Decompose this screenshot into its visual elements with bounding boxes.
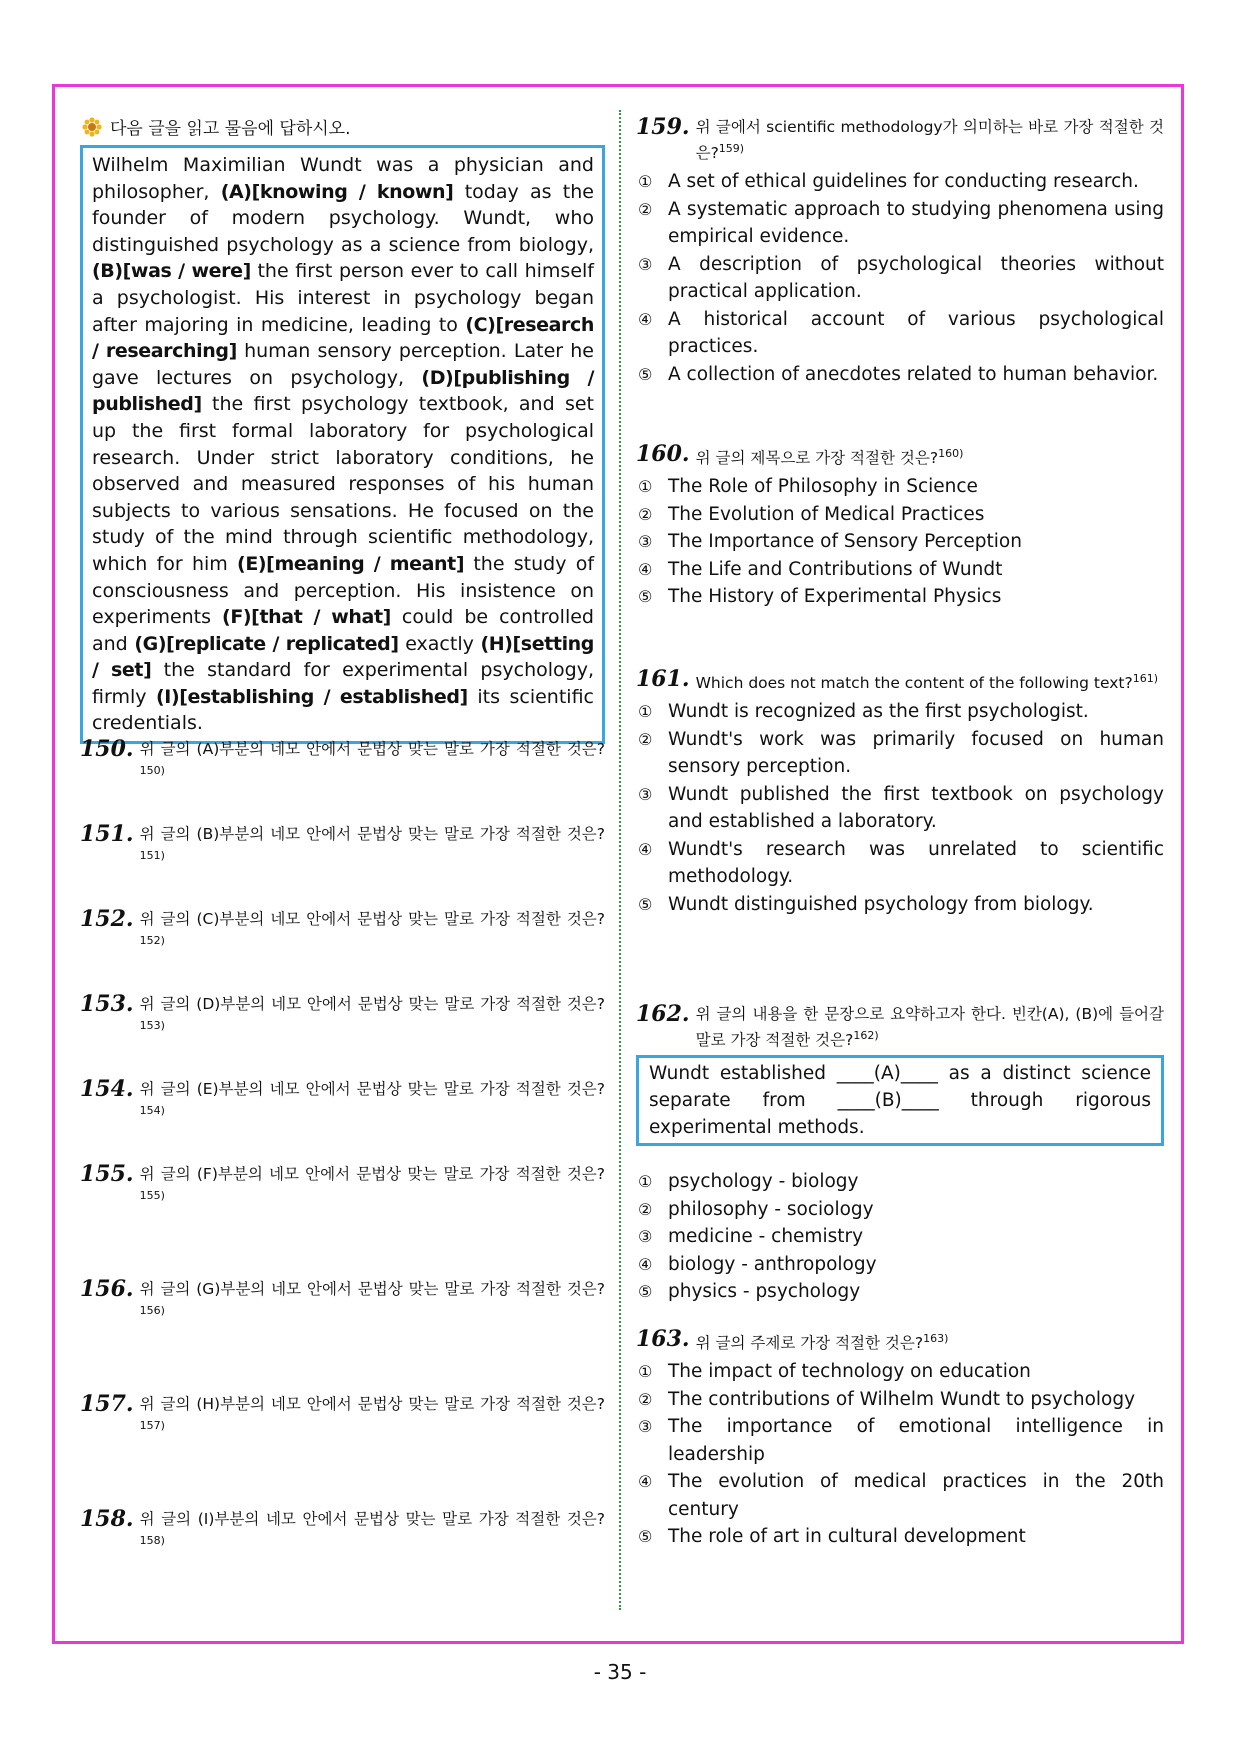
sun-icon — [82, 117, 102, 137]
option-text: The contributions of Wilhelm Wundt to psychology — [668, 1388, 1136, 1410]
question-text: Which does not match the content of the following text? — [695, 674, 1133, 693]
question-number: 158. — [80, 1506, 134, 1532]
question-text: 위 글의 제목으로 가장 적절한 것은? — [695, 449, 939, 468]
option[interactable] — [636, 196, 1164, 251]
passage-text: exactly — [398, 632, 481, 655]
question-text: 위 글의 (A)부분의 네모 안에서 문법상 맞는 말로 가장 적절한 것은? — [139, 740, 605, 758]
choice-d: (D)[publishing / published] — [92, 366, 594, 416]
question-159 — [636, 116, 1164, 388]
option-marker: ③ — [638, 254, 653, 274]
option[interactable] — [636, 1523, 1164, 1551]
option[interactable] — [636, 836, 1164, 891]
question-155 — [80, 1163, 605, 1211]
reading-passage — [80, 145, 605, 744]
option-marker: ③ — [638, 1227, 653, 1247]
question-text: 위 글에서 scientific methodology가 의미하는 바로 가장 적절한 것은? — [695, 118, 1164, 163]
option-text: A systematic approach to studying phenomena using empirical evidence. — [668, 198, 1164, 248]
question-number: 162. — [636, 1001, 690, 1027]
option[interactable] — [636, 891, 1164, 919]
option-text: A historical account of various psychological practices. — [668, 308, 1164, 358]
question-number: 154. — [80, 1076, 134, 1102]
passage-text: human sensory perception. Later he gave lectures on psychology, — [92, 340, 595, 389]
option-text: psychology - biology — [668, 1171, 859, 1193]
option-text: The importance of emotional intelligence in leadership — [668, 1416, 1164, 1465]
option[interactable] — [636, 556, 1164, 584]
option-text: medicine - chemistry — [668, 1226, 864, 1248]
option-text: The evolution of medical practices in the 20th century — [668, 1471, 1164, 1520]
footnote-ref: 159) — [718, 142, 745, 155]
question-160 — [636, 443, 1164, 611]
question-number: 152. — [80, 906, 134, 932]
question-156 — [80, 1278, 605, 1326]
passage-text: today as the founder of modern psychology. Wundt, who distinguished psychology as a science from biology, — [92, 180, 594, 256]
option[interactable] — [636, 306, 1164, 361]
option-list — [636, 698, 1164, 918]
passage-text: Wilhelm Maximilian Wundt was a physician and philosopher, — [92, 154, 594, 203]
option-marker: ⑤ — [638, 1527, 653, 1547]
option[interactable] — [636, 473, 1164, 501]
question-number: 155. — [80, 1161, 134, 1187]
question-number: 150. — [80, 736, 134, 762]
instruction — [82, 114, 605, 139]
page-number: - 35 - — [593, 1660, 647, 1684]
option[interactable] — [636, 1168, 1164, 1196]
passage-text: its scientific credentials. — [92, 685, 594, 735]
choice-b: (B)[was / were] — [92, 260, 251, 283]
option-marker: ③ — [638, 1417, 653, 1437]
question-152 — [80, 908, 605, 956]
option-text: Wundt is recognized as the first psychologist. — [668, 701, 1089, 723]
instruction-text: 다음 글을 읽고 물음에 답하시오. — [110, 119, 351, 139]
left-column — [80, 108, 605, 1547]
option-marker: ⑤ — [638, 894, 653, 914]
question-number: 157. — [80, 1391, 134, 1417]
passage-text: could be controlled and — [92, 606, 594, 655]
option[interactable] — [636, 501, 1164, 529]
option-list — [636, 1358, 1164, 1551]
question-text: 위 글의 내용을 한 문장으로 요약하고자 한다. 빈칸(A), (B)에 들어갈 말로 가장 적절한 것은? — [695, 1005, 1164, 1050]
question-154 — [80, 1078, 605, 1126]
question-150 — [80, 738, 605, 786]
option-text: Wundt's research was unrelated to scientific methodology. — [668, 838, 1164, 888]
option-marker: ② — [638, 199, 653, 219]
option[interactable] — [636, 781, 1164, 836]
option-text: Wundt's work was primarily focused on human sensory perception. — [668, 728, 1164, 778]
option[interactable] — [636, 1386, 1164, 1414]
question-162 — [636, 1003, 1164, 1306]
question-number: 161. — [636, 666, 690, 692]
question-158 — [80, 1508, 605, 1556]
option-text: philosophy - sociology — [668, 1198, 874, 1220]
option-text: The Importance of Sensory Perception — [668, 531, 1022, 553]
option-marker: ② — [638, 1389, 653, 1409]
choice-a: (A)[knowing / known] — [220, 180, 454, 203]
option-marker: ④ — [638, 309, 653, 329]
option-text: A description of psychological theories without practical application. — [668, 253, 1164, 303]
option-text: physics - psychology — [668, 1281, 861, 1303]
option[interactable] — [636, 168, 1164, 196]
footnote-ref: 160) — [938, 447, 964, 460]
question-151 — [80, 823, 605, 871]
footnote-ref: 155) — [139, 1189, 165, 1202]
option[interactable] — [636, 1358, 1164, 1386]
option-marker: ① — [638, 1362, 653, 1382]
option-marker: ④ — [638, 559, 653, 579]
option[interactable] — [636, 528, 1164, 556]
passage-text: the first psychology textbook, and set up the first formal laboratory for psychological research. Under strict laboratory conditions, he observed and measured responses of his human subjects to various sensations. He focused on the study of the mind through scientific methodology, which for him — [92, 393, 594, 575]
choice-f: (F)[that / what] — [222, 606, 391, 629]
passage-text: the study of consciousness and perception. His insistence on experiments — [92, 552, 595, 629]
option[interactable] — [636, 698, 1164, 726]
option[interactable] — [636, 726, 1164, 781]
option[interactable] — [636, 251, 1164, 306]
option-marker: ⑤ — [638, 364, 653, 384]
footnote-ref: 163) — [923, 1332, 949, 1345]
option-marker: ② — [638, 729, 653, 749]
option[interactable] — [636, 1278, 1164, 1306]
question-number: 160. — [636, 441, 690, 467]
option-list — [636, 168, 1164, 388]
option-marker: ① — [638, 172, 653, 192]
column-divider — [619, 110, 621, 1610]
option-text: Wundt published the first textbook on psychology and established a laboratory. — [668, 783, 1164, 833]
option-text: Wundt distinguished psychology from biology. — [668, 893, 1094, 915]
option-marker: ② — [638, 1199, 653, 1219]
footnote-ref: 150) — [139, 764, 165, 777]
option-marker: ④ — [638, 1254, 653, 1274]
option-marker: ⑤ — [638, 587, 653, 607]
option-text: The History of Experimental Physics — [668, 586, 1002, 608]
choice-i: (I)[establishing / established] — [156, 685, 468, 708]
question-text: 위 글의 주제로 가장 적절한 것은? — [695, 1334, 924, 1353]
footnote-ref: 158) — [139, 1534, 165, 1547]
question-text: 위 글의 (E)부분의 네모 안에서 문법상 맞는 말로 가장 적절한 것은? — [139, 1080, 605, 1098]
option-marker: ① — [638, 477, 653, 497]
question-text: 위 글의 (I)부분의 네모 안에서 문법상 맞는 말로 가장 적절한 것은? — [139, 1510, 605, 1528]
option-text: The role of art in cultural development — [668, 1526, 1026, 1548]
option-list — [636, 473, 1164, 611]
option[interactable] — [636, 361, 1164, 389]
option-marker: ② — [638, 504, 653, 524]
option-marker: ① — [638, 702, 653, 722]
option-marker: ④ — [638, 839, 653, 859]
passage-text: the first person ever to call himself a psychologist. His interest in psychology began after majoring in medicine, leading to — [92, 260, 594, 336]
option-text: The impact of technology on education — [668, 1361, 1031, 1383]
question-number: 153. — [80, 991, 134, 1017]
question-157 — [80, 1393, 605, 1441]
footnote-ref: 157) — [139, 1419, 165, 1432]
option-text: The Life and Contributions of Wundt — [668, 558, 1003, 580]
option[interactable] — [636, 1468, 1164, 1523]
option-text: A set of ethical guidelines for conducting research. — [668, 171, 1139, 193]
choice-e: (E)[meaning / meant] — [237, 552, 465, 575]
question-number: 159. — [636, 114, 690, 140]
footnote-ref: 152) — [139, 934, 165, 947]
option-list — [636, 1168, 1164, 1306]
option[interactable] — [636, 1196, 1164, 1224]
footnote-ref: 156) — [139, 1304, 165, 1317]
option-marker: ① — [638, 1172, 653, 1192]
option[interactable] — [636, 583, 1164, 611]
option-marker: ③ — [638, 532, 653, 552]
option-marker: ⑤ — [638, 1282, 653, 1302]
option-text: A collection of anecdotes related to human behavior. — [668, 363, 1159, 385]
footnote-ref: 154) — [139, 1104, 165, 1117]
option-text: The Evolution of Medical Practices — [668, 503, 985, 525]
question-text: 위 글의 (G)부분의 네모 안에서 문법상 맞는 말로 가장 적절한 것은? — [139, 1280, 605, 1298]
choice-g: (G)[replicate / replicated] — [134, 632, 399, 655]
question-161 — [636, 668, 1164, 918]
question-163 — [636, 1328, 1164, 1551]
option[interactable] — [636, 1223, 1164, 1251]
footnote-ref: 162) — [853, 1029, 879, 1042]
question-text: 위 글의 (D)부분의 네모 안에서 문법상 맞는 말로 가장 적절한 것은? — [139, 995, 605, 1013]
option-marker: ④ — [638, 1472, 653, 1492]
option-text: biology - anthropology — [668, 1253, 877, 1275]
question-153 — [80, 993, 605, 1041]
question-number: 151. — [80, 821, 134, 847]
footnote-ref: 151) — [139, 849, 165, 862]
option-text: The Role of Philosophy in Science — [668, 476, 978, 498]
footnote-ref: 153) — [139, 1019, 165, 1032]
question-text: 위 글의 (B)부분의 네모 안에서 문법상 맞는 말로 가장 적절한 것은? — [139, 825, 605, 843]
question-text: 위 글의 (F)부분의 네모 안에서 문법상 맞는 말로 가장 적절한 것은? — [139, 1165, 605, 1183]
option-marker: ③ — [638, 784, 653, 804]
summary-box: Wundt established ____(A)____ as a distinct science separate from ____(B)____ through rigorous experimental methods. — [636, 1055, 1164, 1146]
choice-h: (H)[setting / set] — [92, 632, 595, 682]
question-number: 156. — [80, 1276, 134, 1302]
footnote-ref: 161) — [1132, 672, 1159, 685]
question-number: 163. — [636, 1326, 690, 1352]
question-text: 위 글의 (H)부분의 네모 안에서 문법상 맞는 말로 가장 적절한 것은? — [139, 1395, 605, 1413]
option[interactable] — [636, 1413, 1164, 1468]
choice-c: (C)[research / researching] — [92, 313, 594, 363]
question-text: 위 글의 (C)부분의 네모 안에서 문법상 맞는 말로 가장 적절한 것은? — [139, 910, 605, 928]
option[interactable] — [636, 1251, 1164, 1279]
passage-text: the standard for experimental psychology, firmly — [92, 659, 594, 708]
